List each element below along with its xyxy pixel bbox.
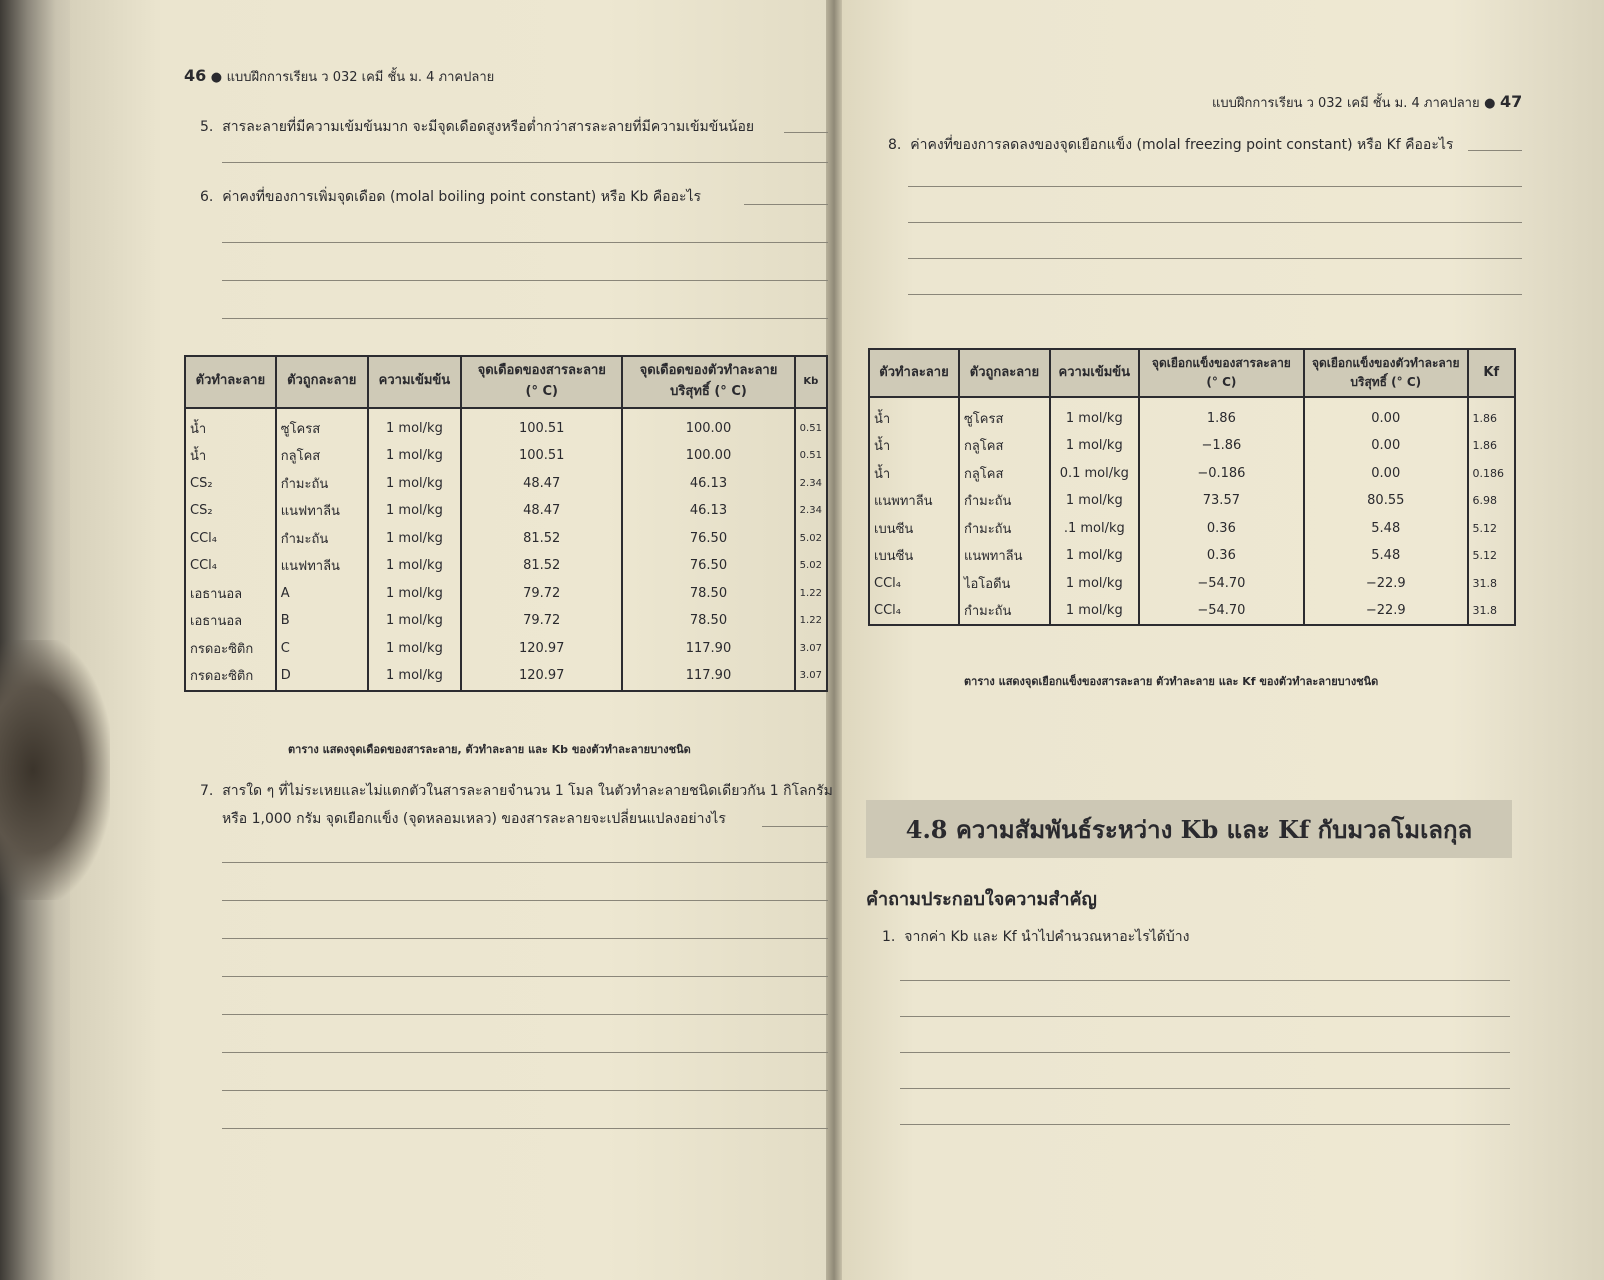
table-body [185,408,827,691]
book-gutter [826,0,842,1280]
answer-line [222,976,828,977]
table-header-row [185,356,827,408]
cell-solute: กำมะถัน [959,514,1050,542]
cell-solute: C [276,635,368,663]
cell-pure-solvent-temp: 80.55 [1304,487,1467,515]
cell-concentration: 1 mol/kg [368,552,461,580]
header-solvent-bp: จุดเดือดของตัวทำละลาย บริสุทธิ์ (° C) [622,356,794,408]
table-row [185,525,827,553]
cell-constant: 0.51 [795,408,827,443]
answer-line [222,862,828,863]
answer-line [908,258,1522,259]
cell-solution-temp: 100.51 [461,442,622,470]
cell-concentration: 1 mol/kg [368,442,461,470]
cell-concentration: 1 mol/kg [368,408,461,443]
cell-pure-solvent-temp: 5.48 [1304,514,1467,542]
answer-line [222,280,828,281]
question-7-line-2 [222,808,726,830]
cell-pure-solvent-temp: 46.13 [622,470,794,498]
page-stain [0,640,110,900]
cell-solution-temp: 120.97 [461,662,622,691]
cell-solvent: CS₂ [185,470,276,498]
freezing-point-table [868,348,1516,626]
cell-solvent: แนพทาลีน [869,487,959,515]
cell-pure-solvent-temp: 76.50 [622,552,794,580]
cell-concentration: 1 mol/kg [1050,397,1139,432]
cell-solvent: กรดอะซิติก [185,662,276,691]
cell-constant: 2.34 [795,497,827,525]
header-title: แบบฝึกการเรียน ว 032 เคมี ชั้น ม. 4 ภาคปลาย [226,70,495,85]
cell-solvent: น้ำ [185,408,276,443]
table-row [185,662,827,691]
cell-constant: 5.02 [795,552,827,580]
cell-pure-solvent-temp: 117.90 [622,635,794,663]
table-row [185,607,827,635]
cell-solute: แนพทาลีน [959,542,1050,570]
answer-line [900,1016,1510,1017]
cell-constant: 31.8 [1468,597,1516,626]
cell-solvent: น้ำ [869,459,959,487]
answer-line [222,318,828,319]
cell-constant: 31.8 [1468,569,1516,597]
cell-solute: ซูโครส [959,397,1050,432]
cell-pure-solvent-temp: 78.50 [622,580,794,608]
left-page-header [184,66,494,87]
header-solution-bp: จุดเดือดของสารละลาย (° C) [461,356,622,408]
cell-solvent: CCl₄ [869,597,959,626]
cell-solution-temp: −1.86 [1139,432,1304,460]
answer-line [222,1090,828,1091]
table-row [869,569,1515,597]
cell-pure-solvent-temp: 100.00 [622,408,794,443]
answer-line [908,222,1522,223]
page-number: 47 [1500,92,1523,111]
cell-solution-temp: 48.47 [461,497,622,525]
answer-line [900,1124,1510,1125]
cell-solution-temp: 0.36 [1139,514,1304,542]
cell-pure-solvent-temp: 46.13 [622,497,794,525]
cell-solvent: น้ำ [869,397,959,432]
subheading: คำถามประกอบใจความสำคัญ [866,889,1097,910]
cell-solvent: น้ำ [185,442,276,470]
cell-pure-solvent-temp: 0.00 [1304,397,1467,432]
table-row [185,635,827,663]
answer-line [900,980,1510,981]
cell-constant: 2.34 [795,470,827,498]
header-bullet: ● [210,70,223,85]
header-solution-fp: จุดเยือกแข็งของสารละลาย (° C) [1139,349,1304,397]
cell-solvent: CCl₄ [869,569,959,597]
answer-line [744,204,828,205]
cell-solute: แนฟทาลีน [276,552,368,580]
cell-solution-temp: 79.72 [461,607,622,635]
cell-constant: 6.98 [1468,487,1516,515]
cell-constant: 5.02 [795,525,827,553]
header-solvent-fp: จุดเยือกแข็งของตัวทำละลาย บริสุทธิ์ (° C) [1304,349,1467,397]
question-number: 5. [200,119,214,135]
table-row [185,408,827,443]
cell-pure-solvent-temp: 78.50 [622,607,794,635]
cell-solvent: เบนซีน [869,514,959,542]
cell-concentration: 1 mol/kg [368,662,461,691]
answer-line [222,900,828,901]
cell-solute: กำมะถัน [959,487,1050,515]
section-title: 4.8 ความสัมพันธ์ระหว่าง Kb และ Kf กับมวลโมเลกุล [905,814,1473,844]
header-concentration: ความเข้มข้น [1050,349,1139,397]
cell-solute: แนฟทาลีน [276,497,368,525]
cell-solvent: เอธานอล [185,580,276,608]
cell-pure-solvent-temp: −22.9 [1304,569,1467,597]
question-6 [200,186,701,208]
answer-line [222,1014,828,1015]
cell-solution-temp: 120.97 [461,635,622,663]
answer-line [908,186,1522,187]
answer-line [762,826,828,827]
answer-line [222,162,828,163]
question-number: 6. [200,189,214,205]
cell-pure-solvent-temp: 76.50 [622,525,794,553]
cell-concentration: 0.1 mol/kg [1050,459,1139,487]
cell-solute: กำมะถัน [276,470,368,498]
cell-solution-temp: 48.47 [461,470,622,498]
cell-solute: ซูโครส [276,408,368,443]
cell-concentration: 1 mol/kg [1050,487,1139,515]
table-row [869,397,1515,432]
header-solute: ตัวถูกละลาย [959,349,1050,397]
section-heading-box [866,800,1512,858]
cell-solvent: CS₂ [185,497,276,525]
table-row [869,487,1515,515]
table-row [185,552,827,580]
cell-concentration: 1 mol/kg [1050,569,1139,597]
cell-concentration: 1 mol/kg [368,497,461,525]
cell-constant: 0.186 [1468,459,1516,487]
question-7 [200,780,833,802]
cell-concentration: 1 mol/kg [1050,542,1139,570]
answer-line [784,132,828,133]
cell-solute: D [276,662,368,691]
table-row [869,459,1515,487]
answer-line [900,1052,1510,1053]
table-body [869,397,1515,625]
cell-concentration: 1 mol/kg [368,470,461,498]
table-row [869,597,1515,626]
question-text: ค่าคงที่ของการลดลงของจุดเยือกแข็ง (molal freezing point constant) หรือ Kf คืออะไร [910,137,1454,153]
header-bullet: ● [1484,96,1496,111]
header-solute: ตัวถูกละลาย [276,356,368,408]
cell-solution-temp: 100.51 [461,408,622,443]
cell-solution-temp: −54.70 [1139,569,1304,597]
header-solvent: ตัวทำละลาย [185,356,276,408]
cell-solution-temp: 81.52 [461,525,622,553]
cell-solute: กำมะถัน [959,597,1050,626]
question-text: หรือ 1,000 กรัม จุดเยือกแข็ง (จุดหลอมเหลว) ของสารละลายจะเปลี่ยนแปลงอย่างไร [222,811,726,827]
cell-pure-solvent-temp: −22.9 [1304,597,1467,626]
cell-pure-solvent-temp: 0.00 [1304,459,1467,487]
cell-solvent: เอธานอล [185,607,276,635]
cell-constant: 5.12 [1468,514,1516,542]
question-number: 7. [200,783,214,799]
cell-concentration: 1 mol/kg [368,580,461,608]
table-row [869,542,1515,570]
cell-solvent: เบนซีน [869,542,959,570]
question-text: จากค่า Kb และ Kf นำไปคำนวณหาอะไรได้บ้าง [904,929,1190,945]
cell-solute: B [276,607,368,635]
answer-line [222,1128,828,1129]
table-row [869,432,1515,460]
cell-solvent: CCl₄ [185,552,276,580]
cell-pure-solvent-temp: 117.90 [622,662,794,691]
cell-concentration: .1 mol/kg [1050,514,1139,542]
cell-constant: 1.86 [1468,432,1516,460]
question-number: 8. [888,137,902,153]
cell-constant: 1.22 [795,580,827,608]
cell-solute: กลูโคส [959,432,1050,460]
cell-solvent: CCl₄ [185,525,276,553]
cell-solution-temp: −54.70 [1139,597,1304,626]
cell-concentration: 1 mol/kg [368,607,461,635]
header-solvent: ตัวทำละลาย [869,349,959,397]
cell-solution-temp: 73.57 [1139,487,1304,515]
table-header-row [869,349,1515,397]
cell-concentration: 1 mol/kg [368,635,461,663]
answer-line [222,1052,828,1053]
cell-concentration: 1 mol/kg [368,525,461,553]
answer-line [900,1088,1510,1089]
question-5 [200,116,754,138]
question-number: 1. [882,929,896,945]
cell-solute: ไอโอดีน [959,569,1050,597]
cell-solution-temp: 79.72 [461,580,622,608]
table-row [185,580,827,608]
cell-concentration: 1 mol/kg [1050,597,1139,626]
cell-solute: A [276,580,368,608]
boiling-point-table [184,355,828,692]
cell-constant: 1.22 [795,607,827,635]
cell-constant: 3.07 [795,635,827,663]
cell-pure-solvent-temp: 5.48 [1304,542,1467,570]
table-row [185,497,827,525]
cell-pure-solvent-temp: 0.00 [1304,432,1467,460]
question-text: สารละลายที่มีความเข้มข้นมาก จะมีจุดเดือดสูงหรือต่ำกว่าสารละลายที่มีความเข้มข้นน้อย [222,119,755,135]
table-caption: ตาราง แสดงจุดเดือดของสารละลาย, ตัวทำละลาย และ Kb ของตัวทำละลายบางชนิด [288,743,691,756]
cell-constant: 3.07 [795,662,827,691]
answer-line [908,294,1522,295]
cell-solution-temp: −0.186 [1139,459,1304,487]
cell-solute: กลูโคส [959,459,1050,487]
table-caption: ตาราง แสดงจุดเยือกแข็งของสารละลาย ตัวทำละลาย และ Kf ของตัวทำละลายบางชนิด [964,675,1379,688]
question-1 [882,926,1189,948]
table-row [185,442,827,470]
cell-solution-temp: 0.36 [1139,542,1304,570]
header-title: แบบฝึกการเรียน ว 032 เคมี ชั้น ม. 4 ภาคปลาย [1212,96,1480,111]
table-row [869,514,1515,542]
cell-solvent: กรดอะซิติก [185,635,276,663]
page-number: 46 [184,66,207,85]
cell-constant: 5.12 [1468,542,1516,570]
cell-solute: กำมะถัน [276,525,368,553]
question-8 [888,134,1453,156]
answer-line [222,938,828,939]
table-row [185,470,827,498]
cell-solution-temp: 1.86 [1139,397,1304,432]
question-text: สารใด ๆ ที่ไม่ระเหยและไม่แตกตัวในสารละลายจำนวน 1 โมล ในตัวทำละลายชนิดเดียวกัน 1 กิโลกรัม [222,783,833,799]
cell-pure-solvent-temp: 100.00 [622,442,794,470]
right-page-header [1212,92,1522,113]
question-text: ค่าคงที่ของการเพิ่มจุดเดือด (molal boiling point constant) หรือ Kb คืออะไร [222,189,702,205]
header-kf: Kf [1468,349,1516,397]
cell-concentration: 1 mol/kg [1050,432,1139,460]
cell-constant: 1.86 [1468,397,1516,432]
header-concentration: ความเข้มข้น [368,356,461,408]
cell-solution-temp: 81.52 [461,552,622,580]
cell-solute: กลูโคส [276,442,368,470]
cell-solvent: น้ำ [869,432,959,460]
cell-constant: 0.51 [795,442,827,470]
header-kb: Kb [795,356,827,408]
answer-line [222,242,828,243]
answer-line [1468,150,1522,151]
